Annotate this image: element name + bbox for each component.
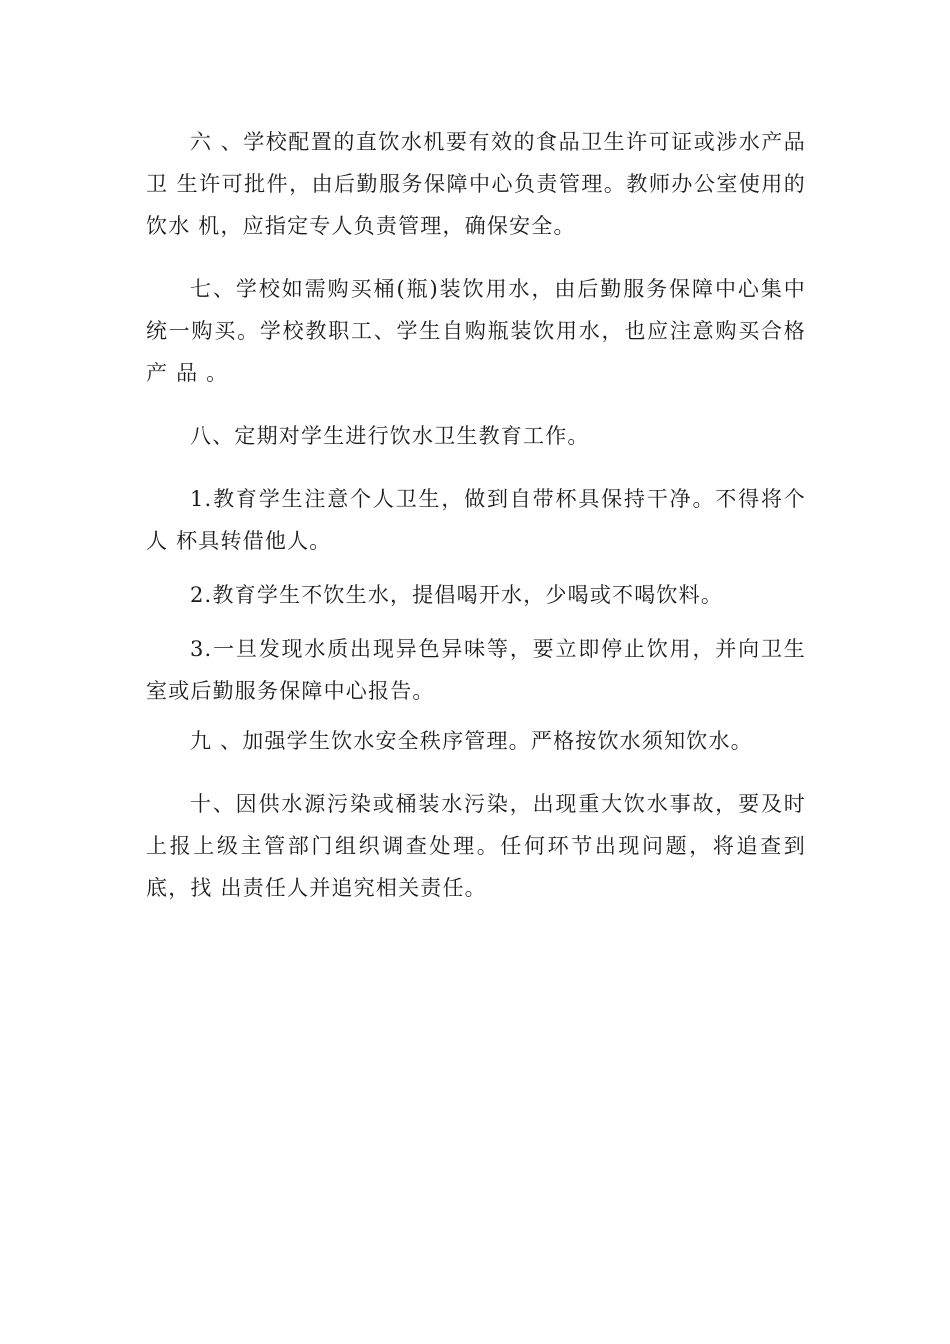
paragraph-eight-item-1: 1.教育学生注意个人卫生，做到自带杯具保持干净。不得将个人 杯具转借他人。 — [146, 487, 806, 553]
paragraph-eight-item-2: 2.教育学生不饮生水，提倡喝开水，少喝或不喝饮料。 — [190, 583, 724, 607]
paragraph-ten: 十、因供水源污染或桶装水污染，出现重大饮水事故，要及时上报上级主管部门组织调查处理。任何环节出现问题，将追查到底，找 出责任人并追究相关责任。 — [146, 792, 806, 900]
document-body — [146, 121, 806, 909]
paragraph-seven: 七、学校如需购买桶(瓶)装饮用水，由后勤服务保障中心集中统一购买。学校教职工、学生自购瓶装饮用水，也应注意购买合格产 品 。 — [146, 277, 806, 385]
paragraph-eight: 八、定期对学生进行饮水卫生教育工作。 — [190, 424, 590, 448]
paragraph-six: 六 、学校配置的直饮水机要有效的食品卫生许可证或涉水产品卫 生许可批件，由后勤服务保障中心负责管理。教师办公室使用的饮水 机，应指定专人负责管理，确保安全。 — [146, 130, 806, 238]
paragraph-nine: 九 、加强学生饮水安全秩序管理。严格按饮水须知饮水。 — [190, 729, 753, 753]
paragraph-eight-item-3: 3.一旦发现水质出现异色异味等，要立即停止饮用，并向卫生室或后勤服务保障中心报告。 — [146, 637, 806, 703]
